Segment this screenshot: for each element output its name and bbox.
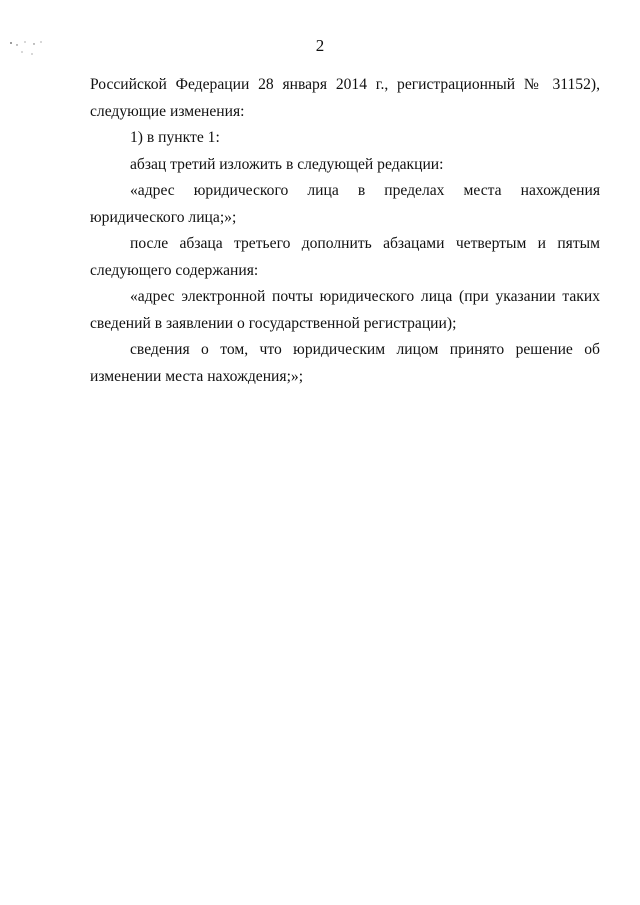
paragraph-quote: «адрес электронной почты юридического лица (при указании таких сведений в заявлении о государственной регистрации); <box>90 288 600 332</box>
paragraph: сведения о том, что юридическим лицом принято решение об изменении места нахождения;»; <box>90 341 600 385</box>
paragraph-quote: «адрес юридического лица в пределах места нахождения юридического лица;»; <box>90 182 600 226</box>
paragraph-item-1: 1) в пункте 1: <box>130 129 220 146</box>
page-number: 2 <box>315 36 325 55</box>
paragraph: после абзаца третьего дополнить абзацами четвертым и пятым следующего содержания: <box>90 235 600 279</box>
paragraph: абзац третий изложить в следующей редакции: <box>130 155 444 173</box>
document-body <box>90 72 600 390</box>
paragraph-continuation: Российской Федерации 28 января 2014 г., регистрационный № 31152), следующие изменения: <box>90 76 600 120</box>
